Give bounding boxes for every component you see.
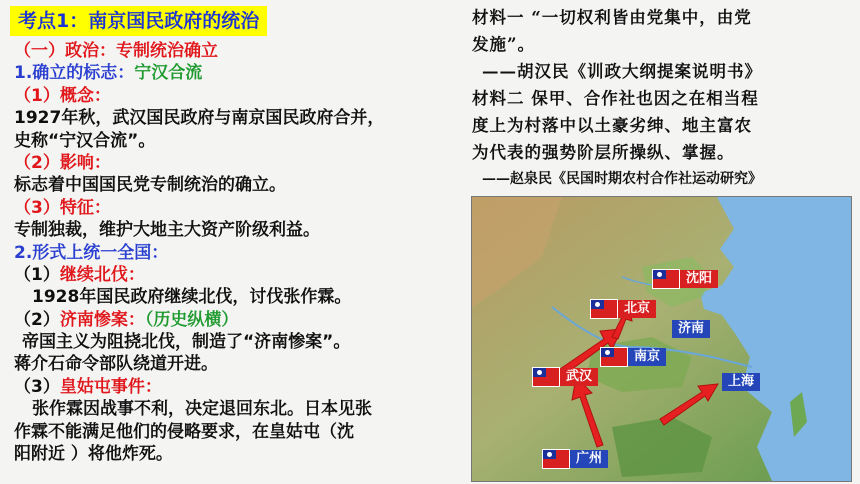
content-line: [14, 219, 469, 241]
city-label: 南京: [628, 348, 666, 366]
content-line: [14, 130, 469, 152]
content-line: [14, 421, 469, 443]
text-segment: 1.确立的标志：: [14, 63, 135, 84]
map-terrain: [472, 197, 851, 481]
text-segment: （2）影响：: [14, 152, 111, 173]
content-line: [14, 331, 469, 353]
text-segment: 济南惨案：: [59, 309, 145, 330]
quote-line: 为代表的强势阶层所操纵、掌握。: [472, 143, 735, 162]
text-segment: （2）: [14, 309, 60, 330]
content-line: [14, 62, 469, 84]
content-line: [14, 152, 469, 174]
source-quote-box: [472, 4, 850, 194]
content-line: [14, 40, 469, 62]
northern-expedition-map: [471, 196, 852, 482]
quote-line: 材料二 保甲、合作社也因之在相当程: [472, 89, 759, 108]
text-segment: 帝国主义为阻挠北伐，制造了“济南惨案”。: [22, 332, 351, 353]
quote-line: 度上为村落中以土豪劣绅、地主富农: [472, 116, 752, 135]
text-segment: 1927年秋，武汉国民政府与南京国民政府合并，: [14, 108, 385, 129]
quote-source: ——胡汉民《训政大纲提案说明书》: [482, 62, 762, 81]
content-line: [14, 242, 469, 264]
content-line: [14, 398, 469, 420]
text-segment: （3）: [14, 376, 60, 397]
text-segment: 继续北伐：: [59, 264, 145, 285]
content-line: [14, 107, 469, 129]
flag-icon: [652, 269, 680, 289]
city-jinan: [672, 319, 710, 339]
content-line: [14, 286, 469, 308]
city-label: 武汉: [560, 368, 598, 386]
text-segment: 蒋介石命令部队绕道开进。: [14, 354, 218, 375]
city-label: 济南: [672, 320, 710, 338]
text-segment: （1）: [14, 264, 60, 285]
text-segment: 阳附近 ）将他炸死。: [14, 444, 173, 465]
content-lines: [14, 40, 469, 465]
content-line: [14, 174, 469, 196]
text-segment: 作霖不能满足他们的侵略要求，在皇姑屯（沈: [14, 421, 354, 442]
text-segment: （1）概念：: [14, 85, 111, 106]
text-segment: 专制独裁，维护大地主大资产阶级利益。: [14, 220, 320, 241]
text-segment: 2.形式上统一全国：: [14, 242, 169, 263]
flag-icon: [532, 367, 560, 387]
flag-icon: [590, 299, 618, 319]
text-segment: 皇姑屯事件：: [59, 376, 162, 397]
text-segment: 史称“宁汉合流”。: [14, 130, 156, 151]
city-label: 沈阳: [680, 270, 718, 288]
content-line: [14, 309, 469, 331]
quote-source: ——赵泉民《民国时期农村合作社运动研究》: [482, 171, 762, 187]
flag-icon: [542, 449, 570, 469]
city-shanghai: [722, 372, 760, 392]
text-segment: 标志着中国国民党专制统治的确立。: [14, 175, 286, 196]
quote-line: 材料一 “一切权利皆由党集中，由党: [472, 8, 752, 27]
content-line: [14, 197, 469, 219]
text-segment: （3）特征：: [14, 197, 111, 218]
text-segment: （历史纵横）: [144, 309, 239, 330]
city-label: 广州: [570, 450, 608, 468]
text-segment: （一）政治：专制统治确立: [14, 41, 218, 61]
quote-line: 发施”。: [472, 35, 535, 54]
city-label: 北京: [618, 300, 656, 318]
content-line: [14, 264, 469, 286]
content-line: [14, 85, 469, 107]
city-nanjing: [600, 347, 666, 367]
slide-title: 考点1：南京国民政府的统治: [10, 6, 267, 36]
city-shenyang: [652, 269, 718, 289]
text-segment: 张作霖因战事不利，决定退回东北。日本见张: [32, 399, 372, 420]
content-line: [14, 376, 469, 398]
content-line: [14, 443, 469, 465]
city-label: 上海: [722, 373, 760, 391]
flag-icon: [600, 347, 628, 367]
city-guangzhou: [542, 449, 608, 469]
text-segment: 1928年国民政府继续北伐，讨伐张作霖。: [32, 287, 352, 308]
city-beijing: [590, 299, 656, 319]
city-wuhan: [532, 367, 598, 387]
text-segment: 宁汉合流: [134, 63, 203, 84]
content-line: [14, 353, 469, 375]
